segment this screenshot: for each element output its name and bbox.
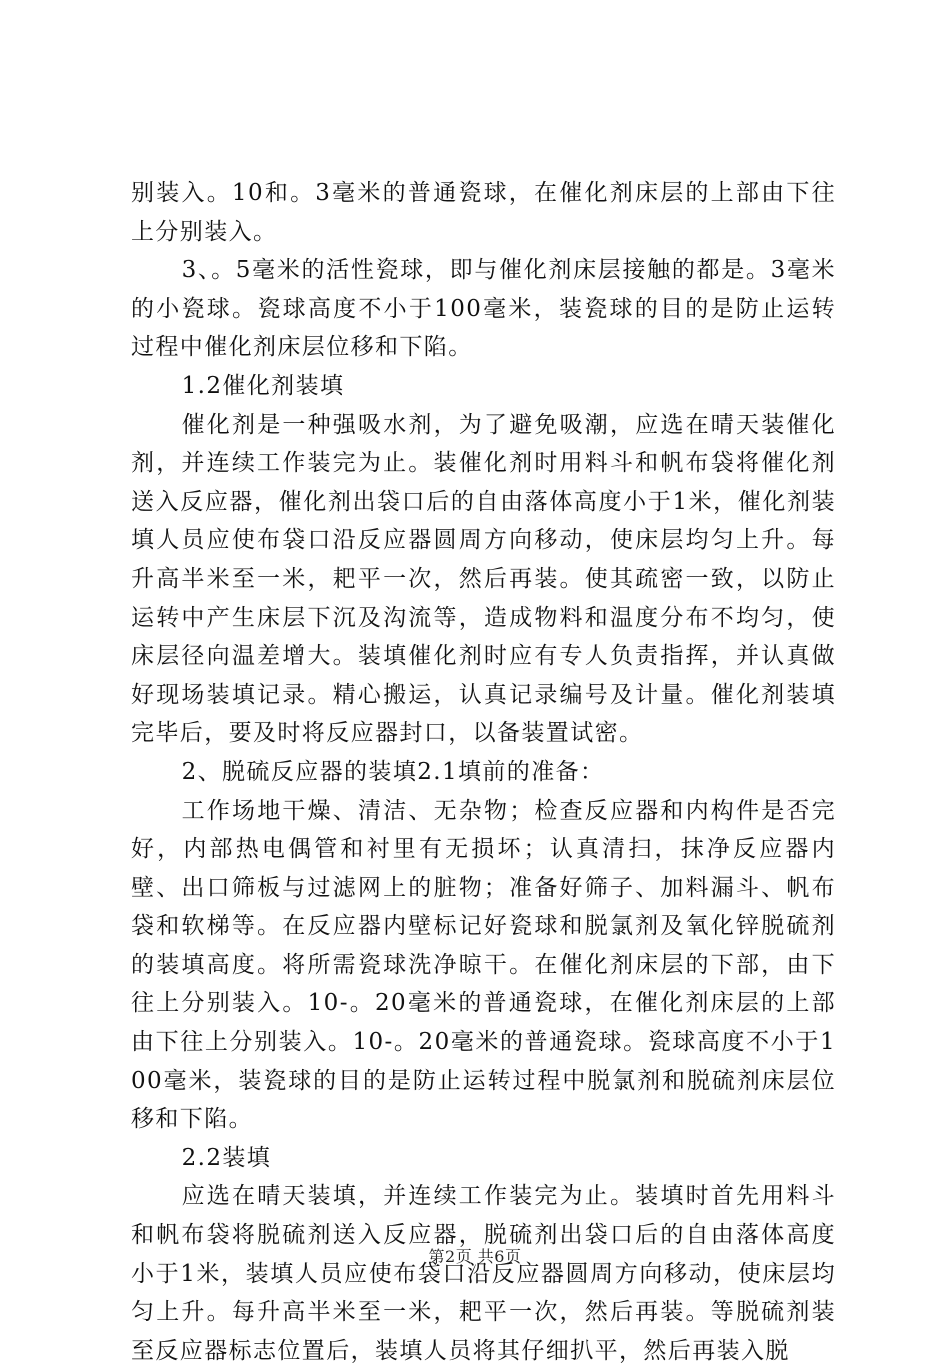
paragraph-active-ceramic-balls: 3、。5毫米的活性瓷球，即与催化剂床层接触的都是。3毫米的小瓷球。瓷球高度不小于100毫米，装瓷球的目的是防止运转过程中催化剂床层位移和下陷。 — [131, 257, 836, 361]
section-heading-catalyst-loading: 1.2催化剂装填 — [181, 372, 345, 399]
paragraph-continuation: 别装入。10和。3毫米的普通瓷球，在催化剂床层的上部由下往上分别装入。 — [131, 180, 836, 245]
document-body — [131, 174, 836, 1370]
paragraph-loading: 应选在晴天装填，并连续工作装完为止。装填时首先用料斗和帆布袋将脱硫剂送入反应器，脱硫剂出袋口后的自由落体高度小于1米，装填人员应使布袋口沿反应器圆周方向移动，使床层均匀上升。每升高半米至一米，耙平一次，然后再装。等脱硫剂装至反应器标志位置后，装填人员将其仔细扒平，然后再装入脱 — [131, 1183, 836, 1364]
section-heading-loading: 2.2装填 — [181, 1144, 272, 1171]
page-footer: 第2页 共6页 — [428, 1247, 522, 1266]
paragraph-catalyst-loading: 催化剂是一种强吸水剂，为了避免吸潮，应选在晴天装催化剂，并连续工作装完为止。装催化剂时用料斗和帆布袋将催化剂送入反应器，催化剂出袋口后的自由落体高度小于1米，催化剂装填人员应使布袋口沿反应器圆周方向移动，使床层均匀上升。每升高半米至一米，耙平一次，然后再装。使其疏密一致，以防止运转中产生床层下沉及沟流等，造成物料和温度分布不均匀，使床层径向温差增大。装填催化剂时应有专人负责指挥，并认真做好现场装填记录。精心搬运，认真记录编号及计量。催化剂装填完毕后，要及时将反应器封口，以备装置试密。 — [131, 411, 836, 747]
section-heading-desulfurization-reactor: 2、脱硫反应器的装填2.1填前的准备： — [181, 758, 605, 785]
paragraph-preparation: 工作场地干燥、清洁、无杂物；检查反应器和内构件是否完好，内部热电偶管和衬里有无损坏；认真清扫，抹净反应器内壁、出口筛板与过滤网上的脏物；准备好筛子、加料漏斗、帆布袋和软梯等。在反应器内壁标记好瓷球和脱氯剂及氧化锌脱硫剂的装填高度。将所需瓷球洗净晾干。在催化剂床层的下部，由下往上分别装入。10-。20毫米的普通瓷球，在催化剂床层的上部由下往上分别装入。10-。20毫米的普通瓷球。瓷球高度不小于100毫米，装瓷球的目的是防止运转过程中脱氯剂和脱硫剂床层位移和下陷。 — [131, 797, 836, 1133]
